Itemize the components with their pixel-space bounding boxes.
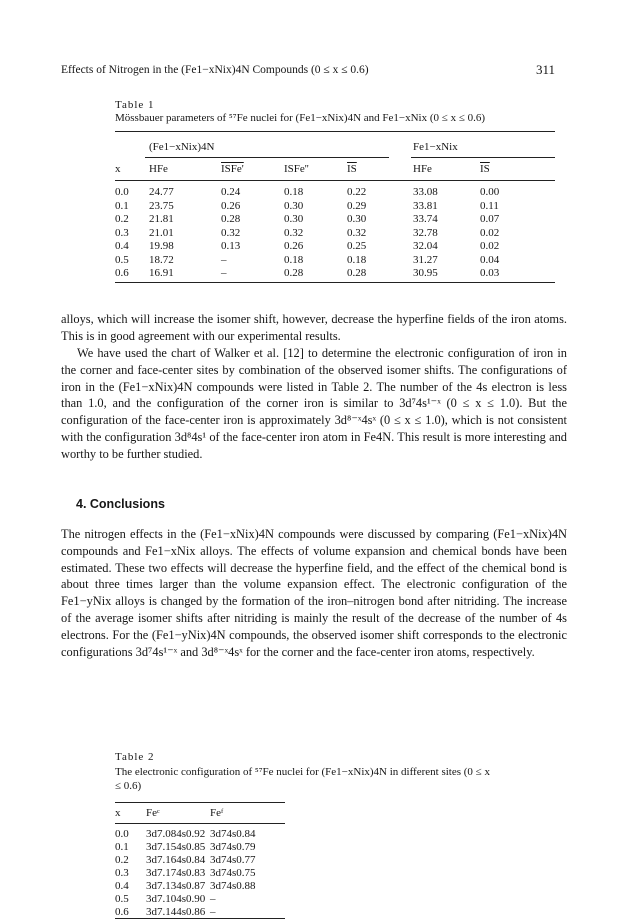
table1-col-header-2: ISFe': [221, 163, 244, 175]
table1-cell-r6-c5: 30.95: [413, 267, 438, 279]
table2-cell-r0-c0: 0.0: [115, 828, 129, 840]
table1-cell-r3-c5: 32.78: [413, 226, 438, 239]
table2-col-header-2: Feᶠ: [210, 807, 224, 819]
table1-cell-r5-c4: 0.18: [347, 253, 367, 266]
table1-label: Table 1: [115, 99, 155, 111]
table1-group-rule-left: [145, 157, 389, 158]
table1-cell-r4-c0: 0.4: [115, 240, 129, 252]
table1-cell-r4-c3: 0.26: [284, 240, 304, 252]
table1-cell-r5-c1: 18.72: [149, 253, 174, 266]
table2-cell-r1-c0: 0.1: [115, 841, 129, 853]
table1-cell-r4-c2: 0.13: [221, 240, 241, 252]
table1-cell-r3-c3: 0.32: [284, 226, 304, 239]
table2-cell-r0-c2: 3d74s0.84: [210, 828, 256, 840]
table1-cell-r5-c5: 31.27: [413, 253, 438, 266]
table1-cell-r6-c6: 0.03: [480, 267, 500, 279]
table1-cell-r3-c0: 0.3: [115, 226, 129, 239]
table1-cell-r6-c0: 0.6: [115, 267, 129, 279]
table2-cell-r6-c0: 0.6: [115, 906, 129, 918]
table2-cell-r1-c1: 3d7.154s0.85: [146, 841, 206, 853]
table1-cell-r1-c5: 33.81: [413, 199, 438, 212]
table2-cell-r4-c1: 3d7.134s0.87: [146, 880, 206, 892]
table2-cell-r0-c1: 3d7.084s0.92: [146, 828, 206, 840]
table2-label: Table 2: [115, 751, 155, 763]
table1-cell-r2-c2: 0.28: [221, 213, 241, 225]
table1-cell-r3-c1: 21.01: [149, 226, 174, 239]
table2-cell-r2-c1: 3d7.164s0.84: [146, 854, 206, 866]
table2-cell-r6-c2: –: [210, 906, 216, 918]
table1-cell-r6-c2: –: [221, 267, 227, 279]
table2-col-header-0: x: [115, 807, 121, 819]
table1-cell-r2-c0: 0.2: [115, 213, 129, 225]
table1-col-header-1: HFe: [149, 163, 168, 175]
table2-top-rule: [115, 802, 285, 803]
table2-cell-r3-c0: 0.3: [115, 867, 129, 879]
table2-cell-r3-c1: 3d7.174s0.83: [146, 867, 206, 879]
paragraph-walker-chart: We have used the chart of Walker et al. [12] to determine the electronic configuration of iron in the corner and face-center sites by combination of the observed isomer shifts. The configurations of iron in the (Fe1−xNix)4N compounds were listed in Table 2. The number of the 4s electron is less than 1.0, and the configuration of the corner iron is similar to 3d⁷4s¹⁻ˣ (0 ≤ x ≤ 1.0). But the configuration of the face-center iron is approximately 3d⁸⁻ˣ4sˣ (0 ≤ x ≤ 1.0), which is not consistent with the configuration 3d⁸4s¹ of the face-center iron atom in Fe4N. This result is more interesting and worthy to be further studied.: [61, 346, 567, 461]
table1-bottom-rule: [115, 282, 555, 283]
section-heading-conclusions: 4. Conclusions: [76, 497, 165, 511]
table1-cell-r2-c5: 33.74: [413, 213, 438, 225]
table1-group-header-alloy: Fe1−xNix: [413, 141, 458, 153]
table2-cell-r5-c1: 3d7.104s0.90: [146, 893, 206, 905]
table1-col-header-6: $\overline{IS}$: [480, 163, 490, 175]
table2-cell-r5-c0: 0.5: [115, 893, 129, 905]
table1-cell-r4-c5: 32.04: [413, 240, 438, 252]
table1-cell-r6-c1: 16.91: [149, 267, 174, 279]
table1-cell-r1-c0: 0.1: [115, 199, 129, 212]
table1-cell-r2-c1: 21.81: [149, 213, 174, 225]
table1-cell-r3-c6: 0.02: [480, 226, 500, 239]
table1-cell-r5-c0: 0.5: [115, 253, 129, 266]
table2-col-header-1: Feᶜ: [146, 807, 160, 819]
table1-cell-r6-c3: 0.28: [284, 267, 304, 279]
table1-cell-r5-c6: 0.04: [480, 253, 500, 266]
table2-cell-r3-c2: 3d74s0.75: [210, 867, 256, 879]
table1-cell-r0-c2: 0.24: [221, 186, 241, 198]
table1-cell-r0-c0: 0.0: [115, 186, 129, 198]
table2-header-rule: [115, 823, 285, 824]
table1-col-header-4: $\overline{IS}$: [347, 163, 357, 175]
table1-group-header-compound: (Fe1−xNix)4N: [149, 141, 215, 153]
table2-caption: The electronic configuration of ⁵⁷Fe nuclei for (Fe1−xNix)4N in different sites (0 ≤ x ≤ 0.6): [115, 766, 490, 792]
table1-cell-r4-c4: 0.25: [347, 240, 367, 252]
table2-cell-r4-c2: 3d74s0.88: [210, 880, 256, 892]
table1-header-rule: [115, 180, 555, 181]
table1-cell-r1-c6: 0.11: [480, 199, 499, 212]
paragraph-continuation: alloys, which will increase the isomer shift, however, decrease the hyperfine fields of the iron atoms. This is in good agreement with our experimental results.: [61, 312, 567, 343]
table1-col-header-0: x: [115, 163, 121, 175]
table1-cell-r6-c4: 0.28: [347, 267, 367, 279]
table2-cell-r2-c2: 3d74s0.77: [210, 854, 256, 866]
table1-col-header-5: HFe: [413, 163, 432, 175]
table1-cell-r3-c2: 0.32: [221, 226, 241, 239]
table1-cell-r1-c4: 0.29: [347, 199, 367, 212]
table2-cell-r5-c2: –: [210, 893, 216, 905]
table1-cell-r3-c4: 0.32: [347, 226, 367, 239]
table1-cell-r2-c6: 0.07: [480, 213, 500, 225]
table1-cell-r0-c5: 33.08: [413, 186, 438, 198]
table1-cell-r0-c3: 0.18: [284, 186, 304, 198]
table1-cell-r0-c6: 0.00: [480, 186, 500, 198]
table1-col-header-3: ISFe'': [284, 163, 309, 175]
table1-cell-r0-c1: 24.77: [149, 186, 174, 198]
table1-cell-r4-c1: 19.98: [149, 240, 174, 252]
table1-cell-r1-c3: 0.30: [284, 199, 304, 212]
table1-caption: Mössbauer parameters of ⁵⁷Fe nuclei for (Fe1−xNix)4N and Fe1−xNix (0 ≤ x ≤ 0.6): [115, 112, 486, 124]
table1-cell-r1-c2: 0.26: [221, 199, 241, 212]
table1-cell-r2-c3: 0.30: [284, 213, 304, 225]
table1-cell-r2-c4: 0.30: [347, 213, 367, 225]
table1-cell-r5-c2: –: [221, 253, 227, 266]
table1-cell-r4-c6: 0.02: [480, 240, 500, 252]
page-number: 311: [536, 62, 556, 77]
paragraph-conclusions: The nitrogen effects in the (Fe1−xNix)4N compounds were discussed by comparing (Fe1−xNix)4N compounds and Fe1−xNix alloys. The effects of volume expansion and chemical bonds have been estimated. These two effects will decrease the hyperfine field, and the effect of the chemical bond is about three times larger than the volume expansion effect. The electronic configuration of the Fe1−yNix alloys is changed by the formation of the iron–nitrogen bond after nitriding. The increase of the average isomer shifts after nitriding is mainly the result of the decrease of the number of 4s electrons. For the (Fe1−yNix)4N compounds, the observed isomer shift corresponds to the electronic configurations 3d⁷4s¹⁻ˣ and 3d⁸⁻ˣ4sˣ for the corner and the face-center iron atoms, respectively.: [61, 527, 567, 659]
table2-cell-r4-c0: 0.4: [115, 880, 129, 892]
table1-cell-r5-c3: 0.18: [284, 253, 304, 266]
table2-cell-r6-c1: 3d7.144s0.86: [146, 906, 206, 918]
table1-cell-r0-c4: 0.22: [347, 186, 367, 198]
table1-group-rule-right: [411, 157, 555, 158]
table2-cell-r2-c0: 0.2: [115, 854, 129, 866]
table1-top-rule: [115, 131, 555, 132]
table1-cell-r1-c1: 23.75: [149, 199, 174, 212]
running-title: Effects of Nitrogen in the (Fe1−xNix)4N Compounds (0 ≤ x ≤ 0.6): [61, 64, 369, 76]
table2-cell-r1-c2: 3d74s0.79: [210, 841, 256, 853]
